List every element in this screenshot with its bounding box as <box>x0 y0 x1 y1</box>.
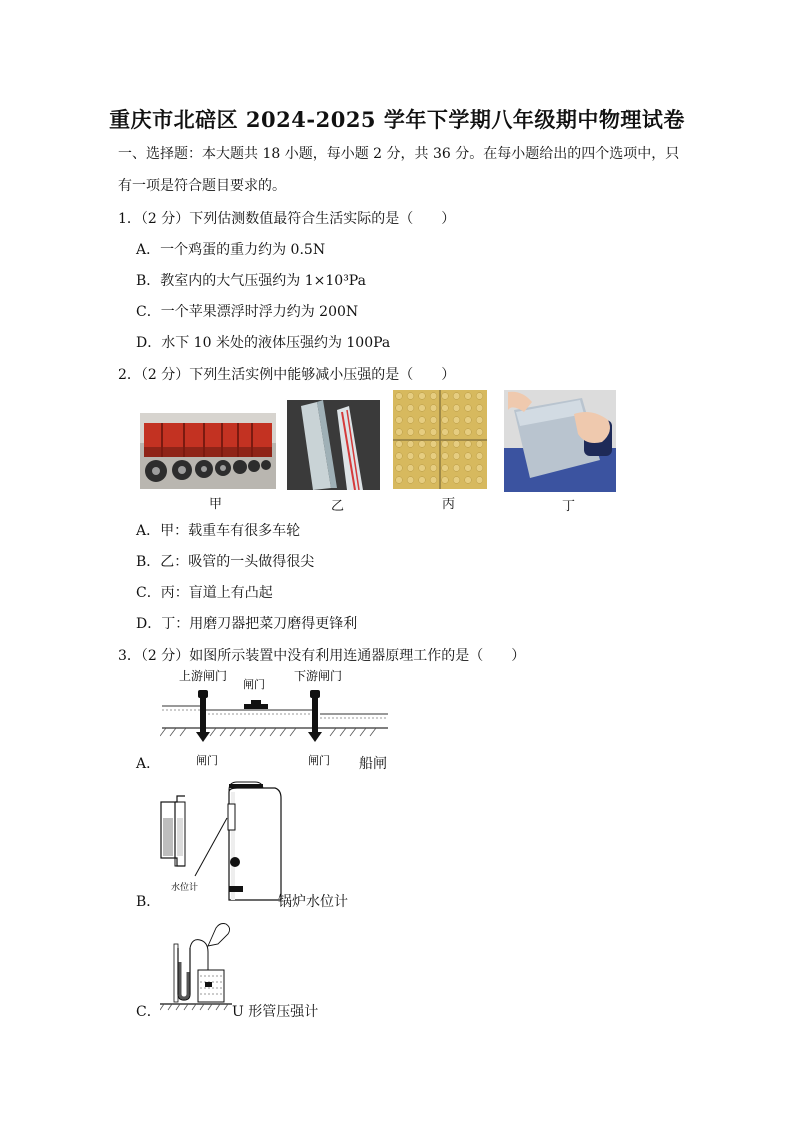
paving-bump <box>430 465 437 472</box>
paving-bump <box>476 393 483 400</box>
paving-bump <box>430 429 437 436</box>
paving-bump <box>430 393 437 400</box>
paving-bump <box>453 405 460 412</box>
paving-bump <box>476 453 483 460</box>
paving-bump <box>419 393 426 400</box>
question-2-option-a: A．甲：载重车有很多车轮 <box>136 523 301 539</box>
paving-bump <box>396 441 403 448</box>
paving-bump <box>465 465 472 472</box>
question-3-option-c-name: U 形管压强计 <box>232 1004 319 1020</box>
paving-bump <box>465 405 472 412</box>
paving-bump <box>442 429 449 436</box>
caption-bing: 丙 <box>442 497 456 512</box>
paving-bump <box>476 441 483 448</box>
paving-bump <box>465 417 472 424</box>
paving-bump <box>465 453 472 460</box>
paving-bump <box>419 429 426 436</box>
paving-bump <box>396 429 403 436</box>
question-1-option-c: C．一个苹果漂浮时浮力约为 200N <box>136 304 359 320</box>
paving-bump <box>453 429 460 436</box>
ship-lock-diagram <box>160 666 390 766</box>
question-1-option-b: B．教室内的大气压强约为 1×10³Pa <box>136 273 366 289</box>
paving-bump <box>465 477 472 484</box>
paving-bump <box>453 441 460 448</box>
paving-bump <box>465 393 472 400</box>
paving-bump <box>453 477 460 484</box>
question-3-option-a-name: 船闸 <box>359 756 387 772</box>
question-2-stem: 2．（2 分）下列生活实例中能够减小压强的是（ ） <box>118 367 456 383</box>
upstream-gate-label: 上游闸门 <box>179 669 228 683</box>
paving-bump <box>419 405 426 412</box>
paving-bump <box>396 465 403 472</box>
tactile-paving-photo <box>393 390 487 489</box>
paving-bump <box>396 417 403 424</box>
paving-bump <box>442 393 449 400</box>
paving-bump <box>430 441 437 448</box>
paving-bump <box>407 393 414 400</box>
knife-sharpener-photo <box>504 390 616 492</box>
paving-bump <box>476 465 483 472</box>
straw-photo <box>287 400 380 490</box>
water-gauge-label: 水位计 <box>171 883 199 893</box>
paving-bump <box>476 429 483 436</box>
paving-bump <box>396 477 403 484</box>
question-3-stem: 3．（2 分）如图所示装置中没有利用连通器原理工作的是（ ） <box>118 648 526 664</box>
paving-bump <box>407 429 414 436</box>
section-intro-line-2: 有一项是符合题目要求的。 <box>118 178 286 194</box>
paving-bump <box>442 417 449 424</box>
paving-bump <box>453 465 460 472</box>
paving-bump <box>430 405 437 412</box>
paving-bump <box>419 477 426 484</box>
truck-photo <box>140 413 276 489</box>
paving-bump <box>419 417 426 424</box>
question-2-option-c: C．丙：盲道上有凸起 <box>136 585 273 601</box>
paving-bump <box>442 477 449 484</box>
paving-bump <box>442 453 449 460</box>
caption-ding: 丁 <box>562 499 576 514</box>
paving-bump <box>407 441 414 448</box>
paving-bump <box>476 405 483 412</box>
question-2-option-d: D．丁：用磨刀器把菜刀磨得更锋利 <box>136 616 358 632</box>
question-1-option-d: D．水下 10 米处的液体压强约为 100Pa <box>136 335 391 351</box>
middle-gate-label: 闸门 <box>243 678 265 691</box>
question-1-option-a: A．一个鸡蛋的重力约为 0.5N <box>136 242 326 258</box>
paving-bump <box>419 453 426 460</box>
paving-bump <box>396 393 403 400</box>
downstream-gate-label: 下游闸门 <box>294 669 343 683</box>
question-3-option-c-letter: C． <box>136 1004 161 1020</box>
page-title: 重庆市北碚区 2024-2025 学年下学期八年级期中物理试卷 <box>109 107 685 132</box>
paving-bump <box>407 453 414 460</box>
paving-bump <box>396 405 403 412</box>
paving-bump <box>453 453 460 460</box>
section-intro-line-1: 一、选择题：本大题共 18 小题，每小题 2 分，共 36 分。在每小题给出的四个选项中，只 <box>118 146 680 162</box>
gate-right-label: 闸门 <box>308 754 330 766</box>
question-3-option-b-letter: B． <box>136 894 161 910</box>
boiler-gauge-diagram <box>155 778 285 906</box>
paving-bump <box>442 405 449 412</box>
paving-bump <box>465 441 472 448</box>
paving-bump <box>407 417 414 424</box>
question-3-option-b-name: 锅炉水位计 <box>278 894 348 910</box>
paving-bump <box>442 441 449 448</box>
paving-bump <box>453 417 460 424</box>
paving-bump <box>476 477 483 484</box>
u-tube-manometer-diagram <box>160 918 236 1014</box>
paving-bump <box>396 453 403 460</box>
paving-bump <box>419 441 426 448</box>
paving-bump <box>430 417 437 424</box>
paving-bump <box>430 453 437 460</box>
paving-bump <box>476 417 483 424</box>
question-1-stem: 1．（2 分）下列估测数值最符合生活实际的是（ ） <box>118 211 456 227</box>
caption-jia: 甲 <box>209 497 223 512</box>
paving-bump <box>442 465 449 472</box>
paving-bump <box>453 393 460 400</box>
gate-left-label: 闸门 <box>196 754 218 766</box>
paving-bump <box>430 477 437 484</box>
caption-yi: 乙 <box>331 499 345 514</box>
paving-bump <box>407 465 414 472</box>
question-3-option-a-letter: A． <box>136 756 161 772</box>
paving-bump <box>419 465 426 472</box>
question-2-option-b: B．乙：吸管的一头做得很尖 <box>136 554 315 570</box>
paving-bump <box>407 477 414 484</box>
paving-bump <box>465 429 472 436</box>
paving-bump <box>407 405 414 412</box>
